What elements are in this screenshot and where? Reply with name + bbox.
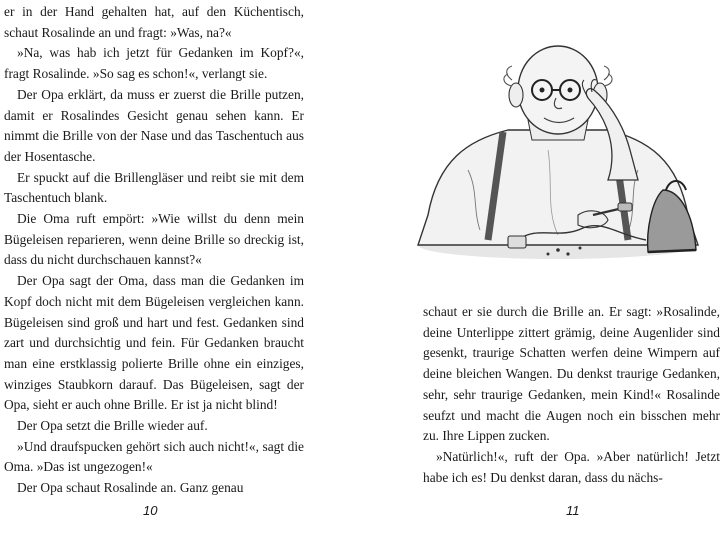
paragraph: Er spuckt auf die Brillengläser und reibt sie mit dem Taschentuch blank. — [4, 169, 304, 206]
paragraph: Der Opa sagt der Oma, dass man die Gedanken im Kopf doch nicht mit dem Bügeleisen vergleichen kann. Bügeleisen sind groß und hart und fest. Gedanken sind zart und durchsichtig und fein. Für Gedanken braucht man eine erstklassig polierte Brille ohne ein einziges, winziges Staubkorn darauf. Das Bügeleisen, sagt der Opa, sieht er auch ohne Brille. Er ist ja nicht blind! — [4, 273, 304, 413]
paragraph: »Und draufspucken gehört sich auch nicht!«, sagt die Oma. »Das ist ungezogen!« — [4, 438, 304, 475]
grandpa-with-glasses-icon — [408, 40, 708, 272]
paragraph: »Na, was hab ich jetzt für Gedanken im Kopf?«, fragt Rosalinde. »So sag es schon!«, verlangt sie. — [4, 45, 304, 82]
paragraph: Der Opa schaut Rosalinde an. Ganz genau — [17, 480, 244, 496]
paragraph: Die Oma ruft empört: »Wie willst du denn mein Bügeleisen reparieren, wenn deine Brille so dreckig ist, dass du nicht durchschauen kannst?« — [4, 211, 304, 268]
paragraph: er in der Hand gehalten hat, auf den Küchentisch, schaut Rosalinde an und fragt: »Was, na?« — [4, 4, 304, 40]
grandpa-illustration — [408, 40, 708, 272]
paragraph: »Natürlich!«, ruft der Opa. »Aber natürlich! Jetzt habe ich es! Du denkst daran, dass du nächs- — [423, 448, 720, 485]
left-page-text — [4, 2, 304, 499]
right-page — [360, 0, 720, 535]
page-number-right: 11 — [566, 503, 580, 518]
paragraph: Der Opa erklärt, da muss er zuerst die Brille putzen, damit er Rosalindes Gesicht genau sehen kann. Er nimmt die Brille von der Nase und das Taschentuch aus der Hosentasche. — [4, 86, 304, 164]
right-page-text — [423, 302, 720, 488]
page-number-left: 10 — [143, 503, 158, 518]
paragraph: schaut er sie durch die Brille an. Er sagt: »Rosalinde, deine Unterlippe zittert grämig, deine Augenlider sind gesenkt, traurige Schatten werfen deine Wimpern auf deine bleichen Wangen. Du denkst traurige Gedanken, sehr, sehr traurige Gedanken, mein Kind!« Rosalinde seufzt und macht die Augen noch ein bisschen mehr zu. Ihre Lippen zucken. — [423, 304, 720, 444]
paragraph: Der Opa setzt die Brille wieder auf. — [17, 418, 208, 434]
